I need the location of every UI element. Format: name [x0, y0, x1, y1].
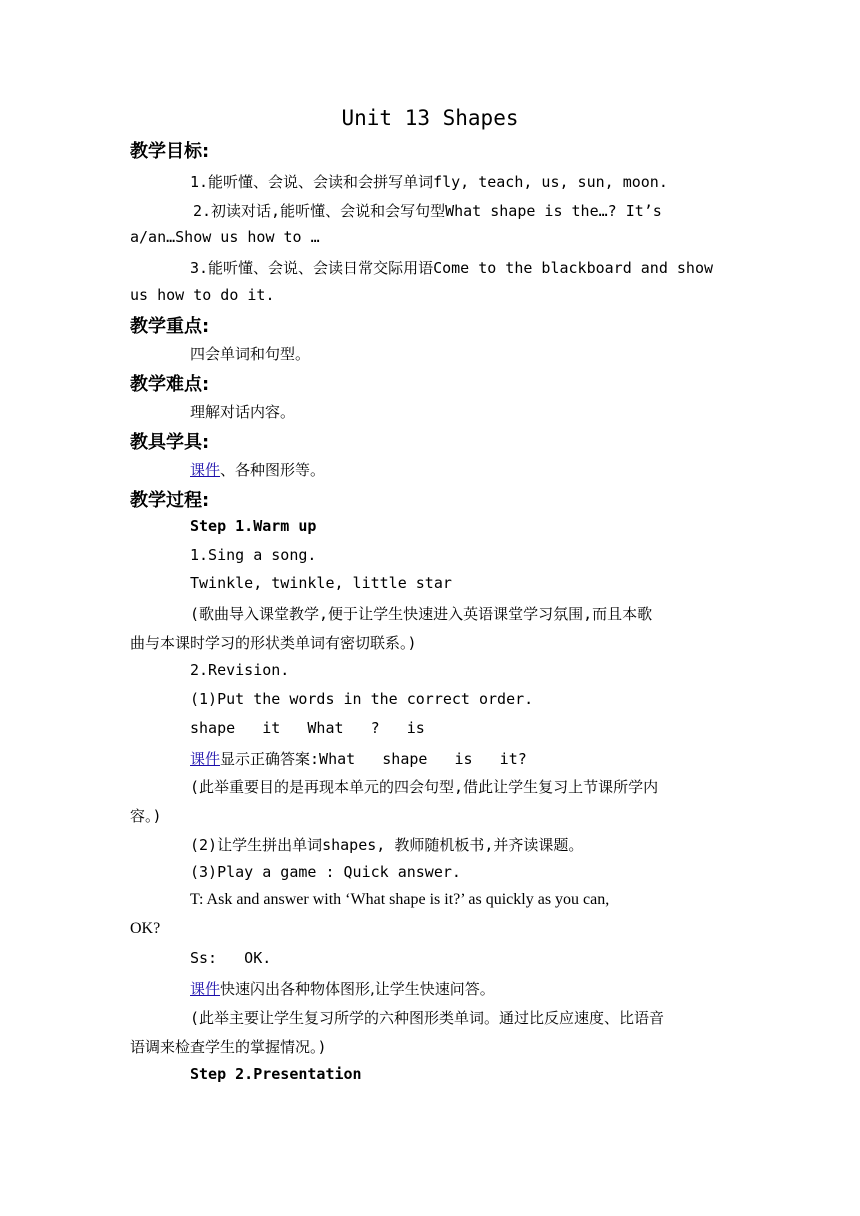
objective-1: 1.能听懂、会说、会读和会拼写单词fly, teach, us, sun, moon. — [190, 173, 668, 191]
revision: 2.Revision. — [190, 661, 290, 679]
note-1-line-b: 曲与本课时学习的形状类单词有密切联系。) — [130, 634, 417, 652]
page-title: Unit 13 Shapes — [341, 106, 519, 130]
objective-3-line-b: us how to do it. — [130, 286, 275, 304]
flash-text: 快速闪出各种物体图形,让学生快速问答。 — [220, 980, 495, 998]
answer-text: 显示正确答案:What shape is it? — [220, 750, 527, 768]
step-2-heading: Step 2.Presentation — [190, 1065, 362, 1083]
song-title: Twinkle, twinkle, little star — [190, 574, 452, 592]
note-2-line-b: 容。) — [130, 807, 162, 825]
courseware-link[interactable]: 课件 — [190, 750, 221, 768]
students-reply: Ss: OK. — [190, 949, 272, 967]
note-2-line-a: (此举重要目的是再现本单元的四会句型,借此让学生复习上节课所学内 — [190, 778, 659, 796]
note-1-line-a: (歌曲导入课堂教学,便于让学生快速进入英语课堂学习氛围,而且本歌 — [190, 605, 653, 623]
spell-shapes: (2)让学生拼出单词shapes, 教师随机板书,并齐读课题。 — [190, 836, 584, 854]
materials-text: 、各种图形等。 — [220, 461, 326, 479]
heading-objectives: 教学目标: — [130, 141, 210, 162]
answer-line — [190, 748, 732, 769]
heading-process: 教学过程: — [130, 490, 210, 511]
sing-song: 1.Sing a song. — [190, 546, 317, 564]
scrambled-words: shape it What ? is — [190, 719, 425, 737]
courseware-link[interactable]: 课件 — [190, 980, 221, 998]
courseware-link[interactable]: 课件 — [190, 461, 221, 479]
correct-order: (1)Put the words in the correct order. — [190, 690, 534, 708]
heading-difficulties: 教学难点: — [130, 374, 210, 395]
difficulties-text: 理解对话内容。 — [190, 403, 296, 421]
note-3-line-b: 语调来检查学生的掌握情况。) — [130, 1038, 327, 1056]
objective-2-line-b: a/an…Show us how to … — [130, 228, 320, 246]
note-3-line-a: (此举主要让学生复习所学的六种图形类单词。通过比反应速度、比语音 — [190, 1009, 665, 1027]
flash-line — [190, 978, 732, 999]
objective-3-line-a: 3.能听懂、会说、会读日常交际用语Come to the blackboard and show — [190, 259, 714, 277]
step-1-heading: Step 1.Warm up — [190, 517, 317, 535]
teacher-line-a: T: Ask and answer with ‘What shape is it?’ as quickly as you can, — [190, 891, 610, 908]
teacher-line-b: OK? — [130, 920, 161, 937]
objective-2-line-a: 2.初读对话,能听懂、会说和会写句型What shape is the…? It’s — [193, 202, 662, 220]
materials-line — [190, 459, 732, 480]
key-points-text: 四会单词和句型。 — [190, 345, 311, 363]
play-game: (3)Play a game : Quick answer. — [190, 863, 461, 881]
heading-materials: 教具学具: — [130, 432, 210, 453]
heading-key-points: 教学重点: — [130, 316, 210, 337]
